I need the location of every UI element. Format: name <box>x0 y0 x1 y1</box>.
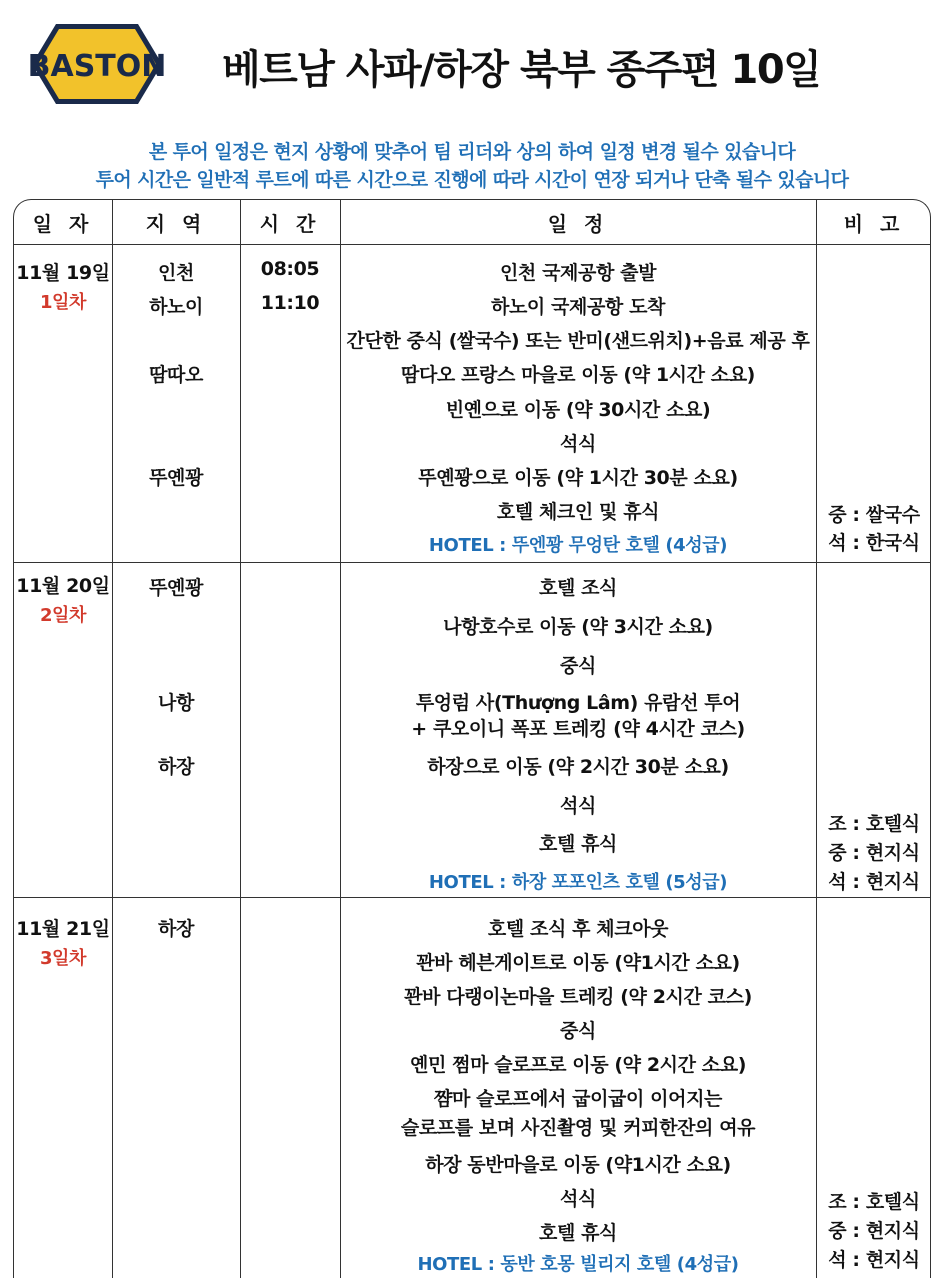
day2-schedule-item: 석식 <box>560 795 596 817</box>
itinerary-table <box>13 199 931 1278</box>
day1-schedule-item: 뚜옌꽝으로 이동 (약 1시간 30분 소요) <box>418 467 738 489</box>
day1-date: 11월 19일 <box>16 262 110 284</box>
day2-schedule-item: 하장으로 이동 (약 2시간 30분 소요) <box>427 756 729 778</box>
day3-schedule-item: 슬로프를 보며 사진촬영 및 커피한잔의 여유 <box>400 1117 756 1139</box>
day1-hotel: HOTEL : 뚜엔꽝 무엉탄 호텔 (4성급) <box>428 535 728 556</box>
day2-region: 뚜옌꽝 <box>149 577 203 599</box>
day3-schedule-item: 중식 <box>560 1020 596 1042</box>
row-divider <box>14 562 930 563</box>
header-schedule: 일 정 <box>547 211 609 236</box>
day1-region: 뚜옌꽝 <box>149 467 203 489</box>
day1-time: 11:10 <box>260 292 320 314</box>
day2-schedule-item: 호텔 휴식 <box>538 833 618 855</box>
day1-schedule-item: 간단한 중식 (쌀국수) 또는 반미(샌드위치)+음료 제공 후 <box>346 330 810 352</box>
day1-meal-note: 석 : 한국식 <box>828 532 920 554</box>
day1-schedule-item: 하노이 국제공항 도착 <box>490 296 666 318</box>
notice-line-2: 투어 시간은 일반적 루트에 따른 시간으로 진행에 따라 시간이 연장 되거나 단축 될수 있습니다 <box>95 169 849 191</box>
day2-meal-note: 석 : 현지식 <box>828 871 920 893</box>
day1-schedule-item: 빈옌으로 이동 (약 30시간 소요) <box>445 399 711 421</box>
day2-meal-note: 조 : 호텔식 <box>828 813 920 835</box>
day1-schedule-item: 석식 <box>560 433 596 455</box>
day3-schedule-item: 쨤마 슬로프에서 굽이굽이 이어지는 <box>434 1088 722 1110</box>
day1-region: 땀따오 <box>149 364 203 386</box>
baston-logo <box>22 20 172 108</box>
column-divider <box>816 200 817 1278</box>
day1-region: 하노이 <box>149 296 203 318</box>
notice-line-1: 본 투어 일정은 현지 상황에 맞추어 팀 리더와 상의 하여 일정 변경 될수 있습니다 <box>148 141 796 163</box>
day2-schedule-item: 호텔 조식 <box>538 577 618 599</box>
day3-schedule-item: 옌민 쩜마 슬로프로 이동 (약 2시간 소요) <box>410 1054 746 1076</box>
day1-time: 08:05 <box>260 258 320 280</box>
day3-meal-note: 석 : 현지식 <box>828 1249 920 1271</box>
header-date: 일 자 <box>32 211 94 236</box>
day2-schedule-item: 투엉럼 사(Thượng Lâm) 유람선 투어 <box>415 692 741 714</box>
day3-label: 3일차 <box>39 948 87 969</box>
row-divider <box>14 897 930 898</box>
day1-region: 인천 <box>158 262 194 284</box>
day3-meal-note: 중 : 현지식 <box>828 1220 920 1242</box>
day3-hotel: HOTEL : 동반 호몽 빌리지 호텔 (4성급) <box>417 1254 739 1275</box>
day2-hotel: HOTEL : 하장 포포인츠 호텔 (5성급) <box>428 872 728 893</box>
page-title: 베트남 사파/하장 북부 종주편 10일 <box>222 47 821 93</box>
day3-date: 11월 21일 <box>16 918 110 940</box>
day3-schedule-item: 꽌바 다랭이논마을 트레킹 (약 2시간 코스) <box>404 986 752 1008</box>
header-region: 지 역 <box>145 211 207 236</box>
day1-label: 1일차 <box>39 292 87 313</box>
day3-schedule-item: 호텔 휴식 <box>538 1222 618 1244</box>
logo-badge-icon <box>22 20 172 108</box>
header-time: 시 간 <box>259 211 321 236</box>
day3-schedule-item: 꽌바 헤븐게이트로 이동 (약1시간 소요) <box>416 952 740 974</box>
day1-meal-note: 중 : 쌀국수 <box>828 504 920 526</box>
day2-schedule-item: 나항호수로 이동 (약 3시간 소요) <box>443 616 713 638</box>
day3-schedule-item: 석식 <box>560 1188 596 1210</box>
day1-schedule-item: 땀다오 프랑스 마을로 이동 (약 1시간 소요) <box>401 364 755 386</box>
day3-meal-note: 조 : 호텔식 <box>828 1191 920 1213</box>
day3-schedule-item: 호텔 조식 후 체크아웃 <box>487 918 669 940</box>
day3-schedule-item: 하장 동반마을로 이동 (약1시간 소요) <box>425 1154 731 1176</box>
day1-schedule-item: 인천 국제공항 출발 <box>499 262 657 284</box>
day1-schedule-item: 호텔 체크인 및 휴식 <box>496 501 660 523</box>
day2-meal-note: 중 : 현지식 <box>828 842 920 864</box>
day2-schedule-item: 중식 <box>560 655 596 677</box>
day2-region: 나항 <box>158 692 194 714</box>
logo-text: BASTON <box>27 49 167 84</box>
day2-date: 11월 20일 <box>16 575 110 597</box>
day3-region: 하장 <box>158 918 194 940</box>
day2-label: 2일차 <box>39 605 87 626</box>
header-divider <box>14 244 930 245</box>
column-divider <box>240 200 241 1278</box>
header-note: 비 고 <box>843 211 905 236</box>
day2-schedule-item: + 쿠오이니 폭포 트레킹 (약 4시간 코스) <box>411 718 745 740</box>
day2-region: 하장 <box>158 756 194 778</box>
